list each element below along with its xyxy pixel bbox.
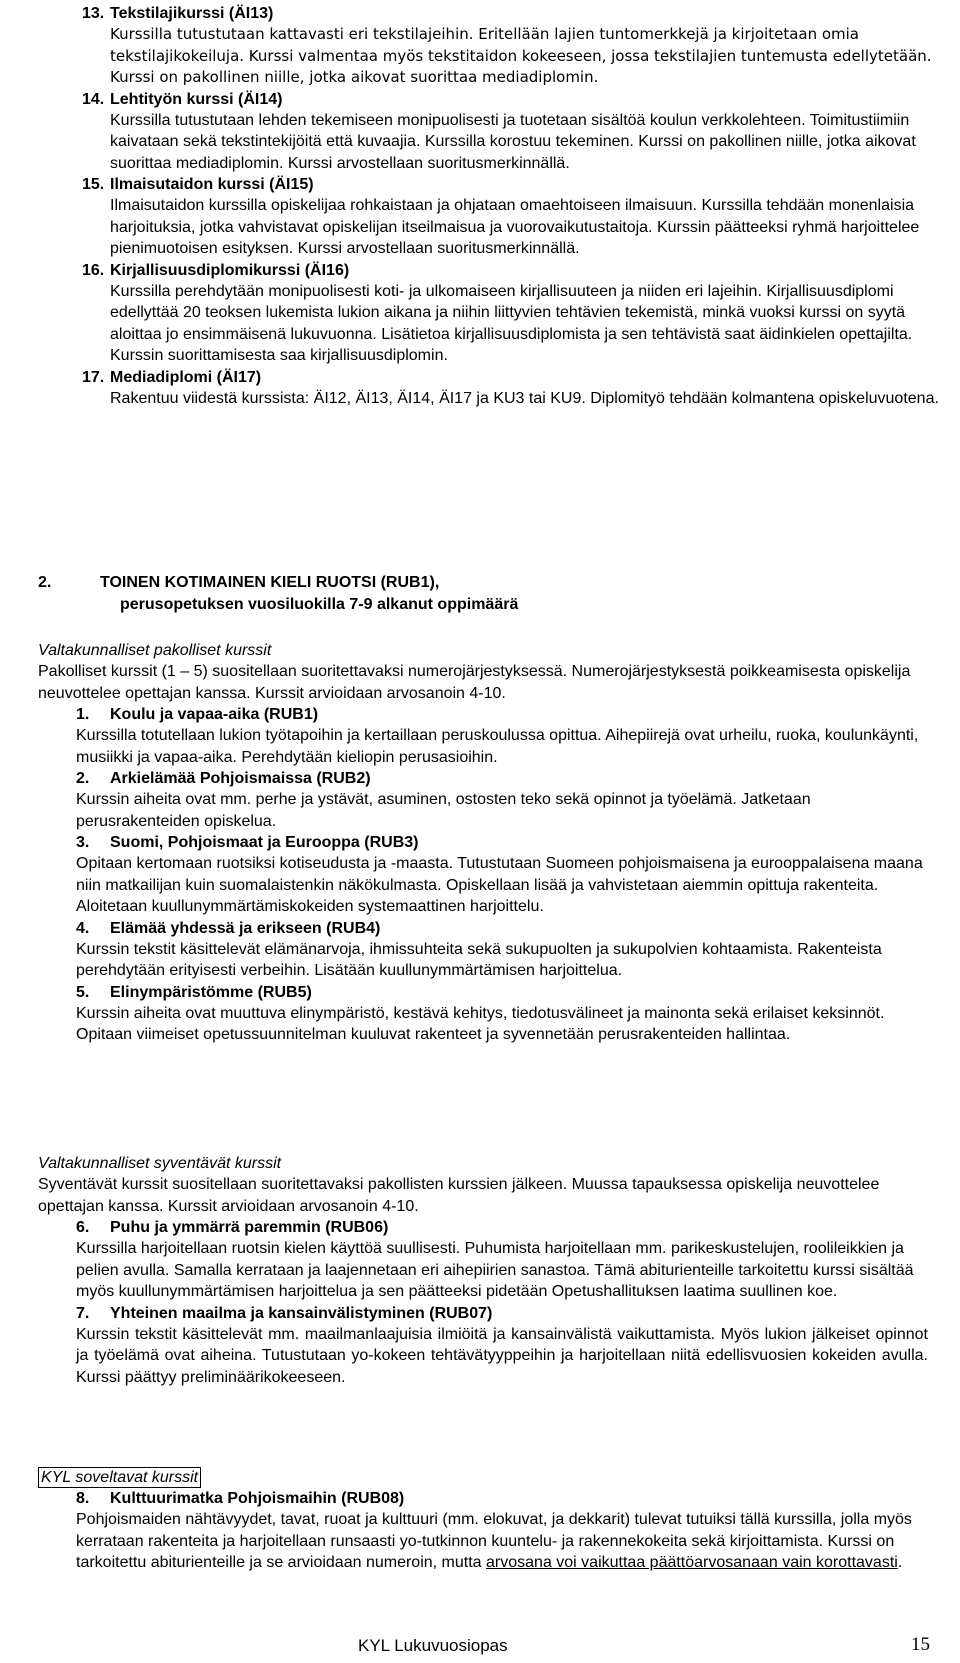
course-title (82, 89, 942, 110)
course-description: Kurssilla totutellaan lukion työtapoihin ja kertaillaan peruskoulussa opittua. Aihepiirejä ovat urheilu, ruoka, koulunkäynti, musiikki ja vapaa-aika. Perehdytään kieliopin perusasioihin. (76, 727, 919, 766)
course-title (82, 367, 942, 388)
course-list (76, 704, 928, 1046)
course-title (76, 768, 928, 789)
course-description: Kurssilla tutustutaan lehden tekemiseen monipuolisesti ja tuotetaan sisältöä koulun verkkolehteen. Toimitustiimiin kaivataan sekä tekstintekijöitä että kuvaajia. Kurssilla korostuu tekeminen. Kurssi on pakollinen niille, jotka aikovat suorittaa mediadiplomin. Kurssi arvostellaan suoritusmerkinnällä. (110, 111, 916, 172)
course-title (82, 3, 942, 24)
course-number: 4. (76, 919, 90, 937)
course-number: 17. (82, 368, 105, 386)
section-number: 2. (38, 574, 52, 591)
course-item (82, 174, 942, 260)
course-number: 13. (82, 5, 105, 22)
course-description: Opitaan kertomaan ruotsiksi kotiseudusta ja -maasta. Tutustutaan Suomeen pohjoismaisena ja eurooppalaisena maana niin matkailijan kuin suomalaistenkin näkökulmasta. Opiskellaan lisää ja vahvistetaan aiemmin opittuja rakenteita. Aloitetaan kuullunymmärtämiskokeiden systemaattinen harjoittelu. (76, 855, 923, 915)
course-name: Elinympäristömme (RUB5) (110, 983, 312, 1001)
course-number: 6. (76, 1219, 90, 1236)
course-number: 1. (76, 706, 90, 723)
course-name: Kirjallisuusdiplomikurssi (ÄI16) (110, 261, 350, 279)
advanced-courses-block (38, 1153, 928, 1388)
course-list (76, 1488, 928, 1574)
section-title: TOINEN KOTIMAINEN KIELI RUOTSI (RUB1), (100, 574, 440, 591)
course-number: 7. (76, 1304, 90, 1322)
course-title (76, 918, 928, 939)
course-number: 14. (82, 90, 105, 108)
course-description (76, 1509, 928, 1574)
sentence-end: . (897, 1554, 903, 1571)
course-title (76, 982, 928, 1003)
course-title (82, 260, 942, 281)
course-name: Lehtityön kurssi (ÄI14) (110, 90, 283, 108)
course-name: Yhteinen maailma ja kansainvälistyminen (RUB07) (110, 1304, 493, 1322)
page-number: 15 (911, 1634, 930, 1655)
applied-courses-block (38, 1467, 928, 1574)
course-name: Ilmaisutaidon kurssi (ÄI15) (110, 176, 314, 193)
course-item (82, 367, 942, 410)
subheading-advanced: Valtakunnalliset syventävät kurssit (38, 1155, 282, 1172)
course-title (82, 174, 942, 195)
course-name: Elämää yhdessä ja erikseen (RUB4) (110, 919, 381, 937)
footer-title: KYL Lukuvuosiopas (358, 1636, 508, 1655)
course-title (76, 1217, 928, 1238)
course-number: 5. (76, 983, 90, 1001)
course-name: Koulu ja vapaa-aika (RUB1) (110, 706, 319, 723)
course-description: Kurssilla perehdytään monipuolisesti koti- ja ulkomaiseen kirjallisuuteen ja niiden eri lajeihin. Kirjallisuusdiplomi edellyttää 20 teoksen lukemista lukion aikana ja niihin liittyvien tehtävien tekemistä, minkä vuoksi kurssi on syytä aloittaa jo ensimmäisenä lukuvuonna. Lisätietoa kirjallisuusdiplomista ja sen tehtävistä saat äidinkielen opettajilta. (110, 282, 913, 343)
course-name: Puhu ja ymmärrä paremmin (RUB06) (110, 1219, 389, 1236)
course-item (76, 832, 928, 918)
course-name: Kulttuurimatka Pohjoismaihin (RUB08) (110, 1490, 405, 1507)
course-name: Arkielämää Pohjoismaissa (RUB2) (110, 770, 371, 787)
course-description: Kurssilla harjoitellaan ruotsin kielen käyttöä suullisesti. Puhumista harjoitellaan mm. parikeskustelujen, roolileikkien ja pelien avulla. Samalla kerrataan ja laajennetaan eri aihepiirien sanastoa. Tämä abiturienteille tarkoitettu kurssi sisältää myös kuullunymmärtämisen harjoittelua ja sen päätteeksi pidetään Opetushallituksen laatima suullinen koe. (76, 1240, 914, 1300)
course-number: 2. (76, 770, 90, 787)
underlined-text: arvosana voi vaikuttaa päättöarvosanaan vain korottavasti (486, 1554, 898, 1571)
mandatory-courses-block (38, 640, 928, 1046)
course-list (76, 1217, 928, 1388)
course-list-aidinkieli (82, 3, 942, 409)
course-description: Kurssin aiheita ovat mm. perhe ja ystävät, asuminen, ostosten teko sekä opinnot ja työelämä. Jatketaan perusrakenteiden opiskelua. (76, 791, 811, 830)
course-name: Suomi, Pohjoismaat ja Eurooppa (RUB3) (110, 834, 419, 851)
course-item (82, 260, 942, 367)
course-note: Kurssin suorittamisesta saa kirjallisuusdiplomin. (110, 347, 448, 364)
course-item (76, 1488, 928, 1574)
course-description: Rakentuu viidestä kurssista: ÄI12, ÄI13, ÄI14, ÄI17 ja KU3 tai KU9. Diplomityö tehdään kolmantena opiskeluvuotena. (110, 389, 939, 407)
course-description: Kurssin tekstit käsittelevät elämänarvoja, ihmissuhteita sekä sukupuolten ja sukupolvien kohtaamista. Rakenteista perehdytään erityisesti verbeihin. Lisätään kuullunymmärtämisen harjoittelua. (76, 940, 882, 979)
course-title (76, 832, 928, 853)
course-number: 15. (82, 176, 105, 193)
intro-text: Syventävät kurssit suositellaan suoritettavaksi pakollisten kurssien jälkeen. Muussa tapauksessa opiskelija neuvottelee opettajan kanssa. Kurssit arvioidaan arvosanoin 4-10. (38, 1176, 880, 1215)
course-item (82, 3, 942, 89)
course-name: Tekstilajikurssi (ÄI13) (110, 5, 274, 22)
intro-text: Pakolliset kurssit (1 – 5) suositellaan suoritettavaksi numerojärjestyksessä. Numerojärjestyksestä poikkeamisesta opiskelija neuvottelee opettajan kanssa. Kurssit arvioidaan arvosanoin 4-10. (38, 663, 911, 702)
course-number: 3. (76, 834, 90, 851)
course-description: Kurssin aiheita ovat muuttuva elinympäristö, kestävä kehitys, tiedotusvälineet ja mainonta sekä erilaiset keksinnöt. Opitaan viimeiset opetussuunnitelman kuuluvat rakenteet ja syvennetään perusrakenteiden hallintaa. (76, 1004, 885, 1043)
course-number: 16. (82, 261, 105, 279)
subheading-mandatory: Valtakunnalliset pakolliset kurssit (38, 642, 272, 659)
course-title (76, 1488, 928, 1509)
course-description: Ilmaisutaidon kurssilla opiskelijaa rohkaistaan ja ohjataan omaehtoiseen ilmaisuun. Kurssilla tehdään monenlaisia harjoituksia, jotka vahvistavat opiskelijan itseilmaisua ja vuorovaikutustaitoja. Kurssin päätteeksi ryhmä harjoittelee pienimuotoisen esityksen. Kurssi arvostellaan suoritusmerkinnällä. (110, 197, 920, 257)
course-title (76, 704, 928, 725)
course-item (76, 768, 928, 832)
course-title (76, 1303, 928, 1324)
course-item (76, 1217, 928, 1303)
course-item (76, 704, 928, 768)
course-description: Kurssilla tutustutaan kattavasti eri tekstilajeihin. Eritellään lajien tuntomerkkejä ja kirjoitetaan omia tekstilajikokeiluja. Kurssi valmentaa myös tekstitaidon kokeeseen, jossa tekstilajien tuntemusta edellytetään. Kurssi on pakollinen niille, jotka aikovat suorittaa mediadiplomin. (110, 25, 932, 86)
course-item (76, 1303, 928, 1389)
course-description: Kurssin tekstit käsittelevät mm. maailmanlaajuisia ilmiöitä ja kansainvälistä vaikuttamista. Myös lukion jälkeiset opinnot ja työelämä ovat aiheina. Tutustutaan yo-kokeen tehtävätyyppeihin ja harjoitellaan niitä edellisvuosien kokeiden avulla. Kurssi päättyy preliminäärikokeeseen. (76, 1325, 928, 1386)
course-item (82, 89, 942, 175)
course-item (76, 982, 928, 1046)
course-text: Pohjoismaiden nähtävyydet, tavat, ruoat ja kulttuuri (mm. elokuvat, ja dekkarit) tulevat tutuiksi tällä kurssilla, jolla myös kerrataan rakenteita ja harjoitellaan runsaasti yo-tutkinnon kuuntelu- ja rakennekokeita sekä kirjoittamista. Kurssi on tarkoitettu abiturienteille ja se arvioidaan numeroin, mutta (76, 1511, 912, 1571)
section-subtitle: perusopetuksen vuosiluokilla 7-9 alkanut oppimäärä (120, 596, 519, 613)
course-name: Mediadiplomi (ÄI17) (110, 368, 262, 386)
subheading-applied: KYL soveltavat kurssit (38, 1467, 201, 1488)
course-item (76, 918, 928, 982)
course-number: 8. (76, 1490, 90, 1507)
